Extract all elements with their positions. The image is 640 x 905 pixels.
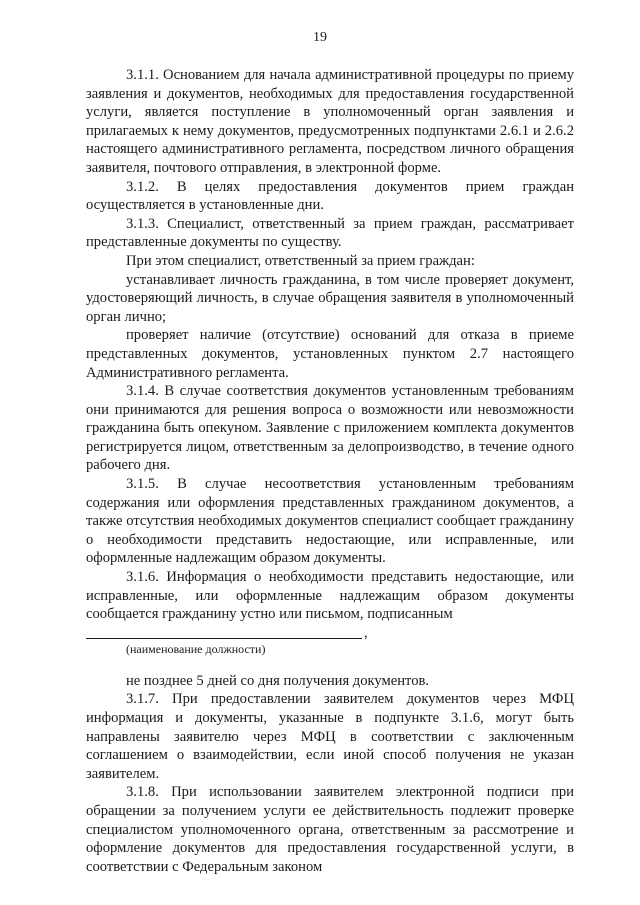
page-number: 19: [313, 30, 327, 45]
paragraph-specialist-intro: При этом специалист, ответственный за прием граждан:: [126, 252, 475, 269]
paragraph-identity-check: устанавливает личность гражданина, в том числе проверяет документ, удостоверяющий личность, в случае обращения заявителя в уполномоченный орган лично;: [86, 271, 574, 325]
signature-block: [86, 624, 574, 672]
paragraph-grounds-check: проверяет наличие (отсутствие) оснований для отказа в приеме представленных документов, установленных пунктом 2.7 настоящего Административного регламента.: [86, 327, 574, 381]
document-body: [86, 66, 574, 876]
paragraph-3-1-5: 3.1.5. В случае несоответствия установленным требованиям содержания или оформления представленных гражданином документов, а также отсутствия необходимых документов специалист сообщает гражданину о необходимости представить недостающие, или исправленные, или оформленные надлежащим образом документы.: [86, 476, 574, 567]
paragraph-3-1-7: 3.1.7. При предоставлении заявителем документов через МФЦ информация и документы, указанные в подпункте 3.1.6, могут быть направлены заявителю через МФЦ в соответствии с заключенным соглашением о взаимодействии, если иной способ получения не указан заявителем.: [86, 691, 574, 782]
paragraph-3-1-4: 3.1.4. В случае соответствия документов установленным требованиям они принимаются для решения вопроса о возможности или невозможности гражданина быть опекуном. Заявление с приложением комплекта документов регистрируется лицом, ответственным за делопроизводство, в течение одного рабочего дня.: [86, 383, 574, 474]
paragraph-3-1-2: 3.1.2. В целях предоставления документов прием граждан осуществляется в установленные дни.: [86, 178, 574, 214]
paragraph-3-1-3: 3.1.3. Специалист, ответственный за прием граждан, рассматривает представленные документы по существу.: [86, 215, 574, 251]
paragraph-3-1-6: 3.1.6. Информация о необходимости представить недостающие, или исправленные, или оформленные надлежащим образом документы сообщается гражданину устно или письмом, подписанным: [86, 569, 574, 623]
signature-caption: (наименование должности): [126, 641, 266, 656]
paragraph-3-1-8: 3.1.8. При использовании заявителем электронной подписи при обращении за получением услуги ее действительность подлежит проверке специалистом уполномоченного органа, ответственным за рассмотрение и оформление документов для предоставления государственной услуги, в соответствии с Федеральным законом: [86, 784, 574, 875]
paragraph-3-1-1: 3.1.1. Основанием для начала административной процедуры по приему заявления и документов, необходимых для предоставления государственной услуги, является поступление в уполномоченный орган заявления и прилагаемых к нему документов, предусмотренных подпунктами 2.6.1 и 2.6.2 настоящего административного регламента, посредством личного обращения заявителя, почтового отправления, в электронной форме.: [86, 67, 574, 176]
signature-line: [86, 638, 362, 639]
paragraph-deadline: не позднее 5 дней со дня получения документов.: [126, 672, 430, 689]
signature-comma: ,: [364, 624, 368, 641]
